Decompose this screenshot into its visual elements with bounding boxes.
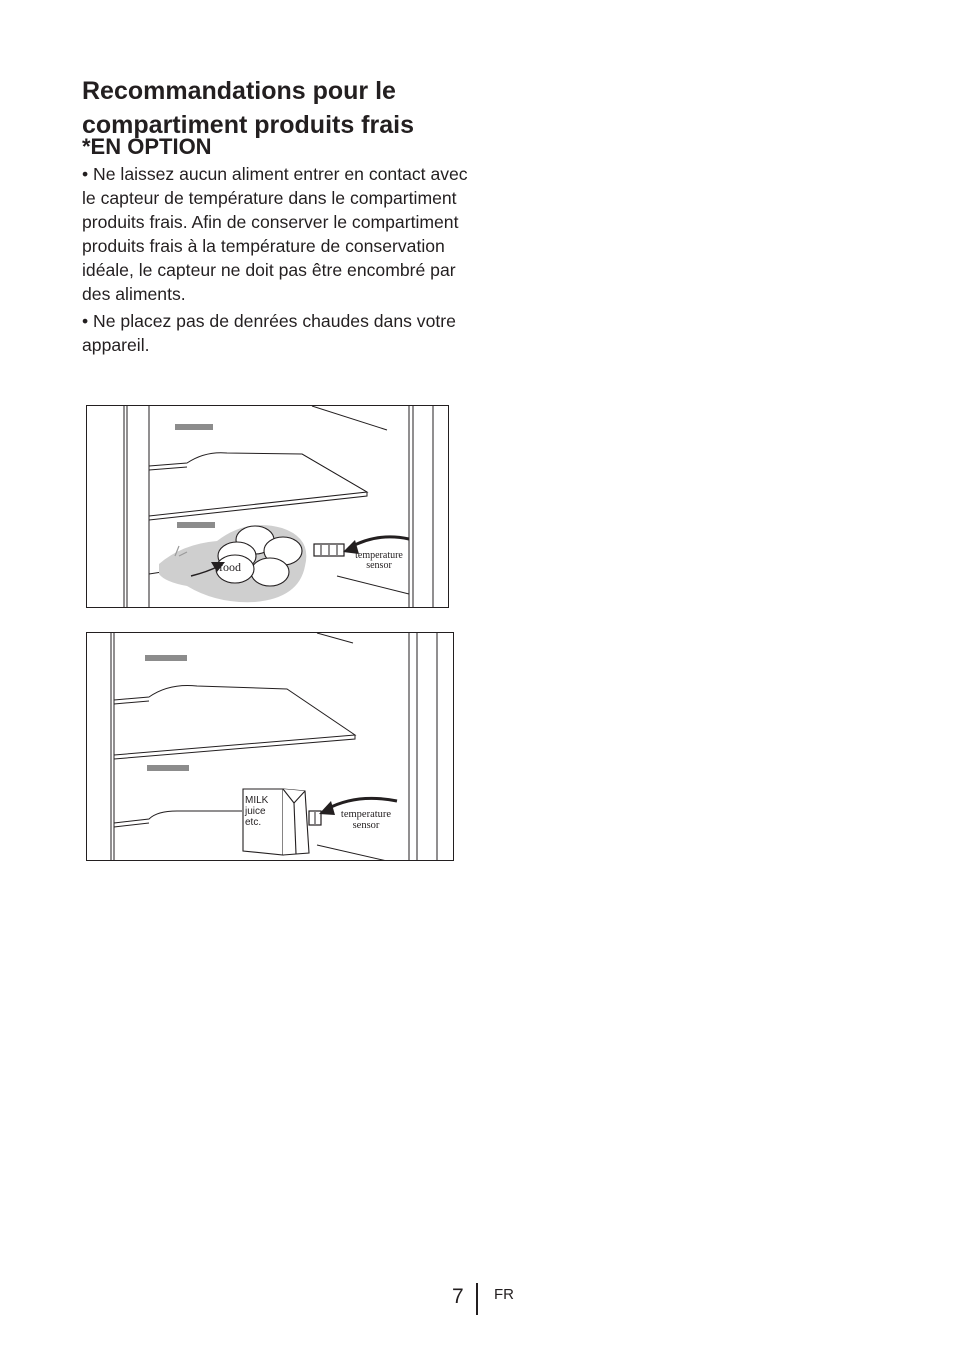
- instructions: [82, 162, 472, 360]
- carton-text-line3: etc.: [245, 817, 262, 828]
- illustration-carton-sensor: [86, 632, 454, 861]
- section-title: Recommandations pour le compartiment produits frais: [82, 77, 414, 139]
- footer-divider: [476, 1283, 478, 1315]
- fridge-interior-drawing-2: [87, 633, 453, 860]
- carton-text-line2: juice: [245, 806, 266, 817]
- language-code: FR: [494, 1286, 514, 1303]
- carton-text-line1: MILK: [245, 795, 269, 806]
- page-number: 7: [452, 1285, 464, 1308]
- sensor-label-line1: temperature: [340, 809, 392, 820]
- illustration-food-sensor: [86, 405, 449, 608]
- food-label: food: [219, 560, 241, 574]
- fridge-interior-drawing-1: [87, 406, 448, 607]
- option-label: *EN OPTION: [82, 134, 212, 159]
- paragraph-hot-food: • Ne placez pas de denrées chaudes dans votre appareil.: [82, 311, 456, 355]
- sensor-label-line2: sensor: [366, 560, 392, 571]
- sensor-label-line2: sensor: [352, 820, 380, 831]
- sensor-label-line1: temperature: [355, 550, 403, 561]
- paragraph-sensor: • Ne laissez aucun aliment entrer en contact avec le capteur de température dans le compartiment produits frais. Afin de conserver le compartiment produits frais à la température de conservation idéale, le capteur ne doit pas être encombré par des aliments.: [82, 164, 468, 304]
